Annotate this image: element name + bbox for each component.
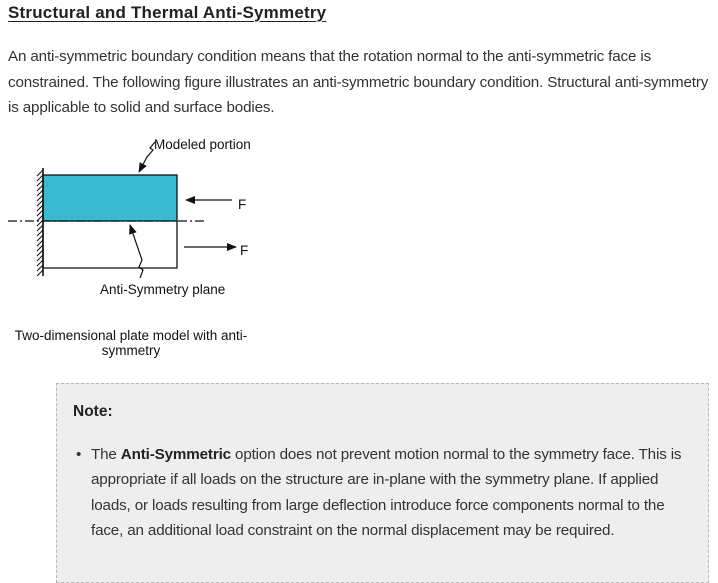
note-text-prefix: The — [91, 446, 121, 463]
note-box — [56, 383, 709, 583]
symmetry-plane-leader — [130, 225, 143, 278]
note-text-suffix: option does not prevent motion normal to the symmetry face. This is appropriate if all loads on the structure are in-plane with the symmetry plane. If applied loads, or loads resulting from large deflection introduce force components normal to the face, an additional load constraint on the normal displacement may be required. — [91, 446, 682, 540]
note-list — [73, 442, 693, 544]
intro-paragraph: An anti-symmetric boundary condition means that the rotation normal to the anti-symmetric face is constrained. The following figure illustrates an anti-symmetric boundary condition. Structural anti-symmetry is applicable to solid and surface bodies. — [8, 48, 709, 116]
modeled-portion-label: Modeled portion — [154, 137, 251, 152]
modeled-portion-leader — [139, 142, 155, 172]
bullet-icon: • — [76, 446, 82, 463]
modeled-portion-region — [43, 175, 177, 221]
note-item — [73, 442, 693, 544]
note-text-bold: Anti-Symmetric — [120, 446, 231, 463]
anti-symmetry-figure — [0, 130, 270, 370]
symmetry-plane-label: Anti-Symmetry plane — [100, 282, 226, 297]
page-title: Structural and Thermal Anti-Symmetry — [8, 3, 327, 22]
force-label-top: F — [238, 197, 247, 212]
figure-caption: Two-dimensional plate model with anti-symmetry — [14, 328, 248, 358]
unmodeled-portion-outline — [43, 221, 177, 268]
force-label-bottom: F — [240, 243, 249, 258]
wall-hatching — [37, 170, 43, 276]
note-title: Note: — [73, 403, 113, 420]
